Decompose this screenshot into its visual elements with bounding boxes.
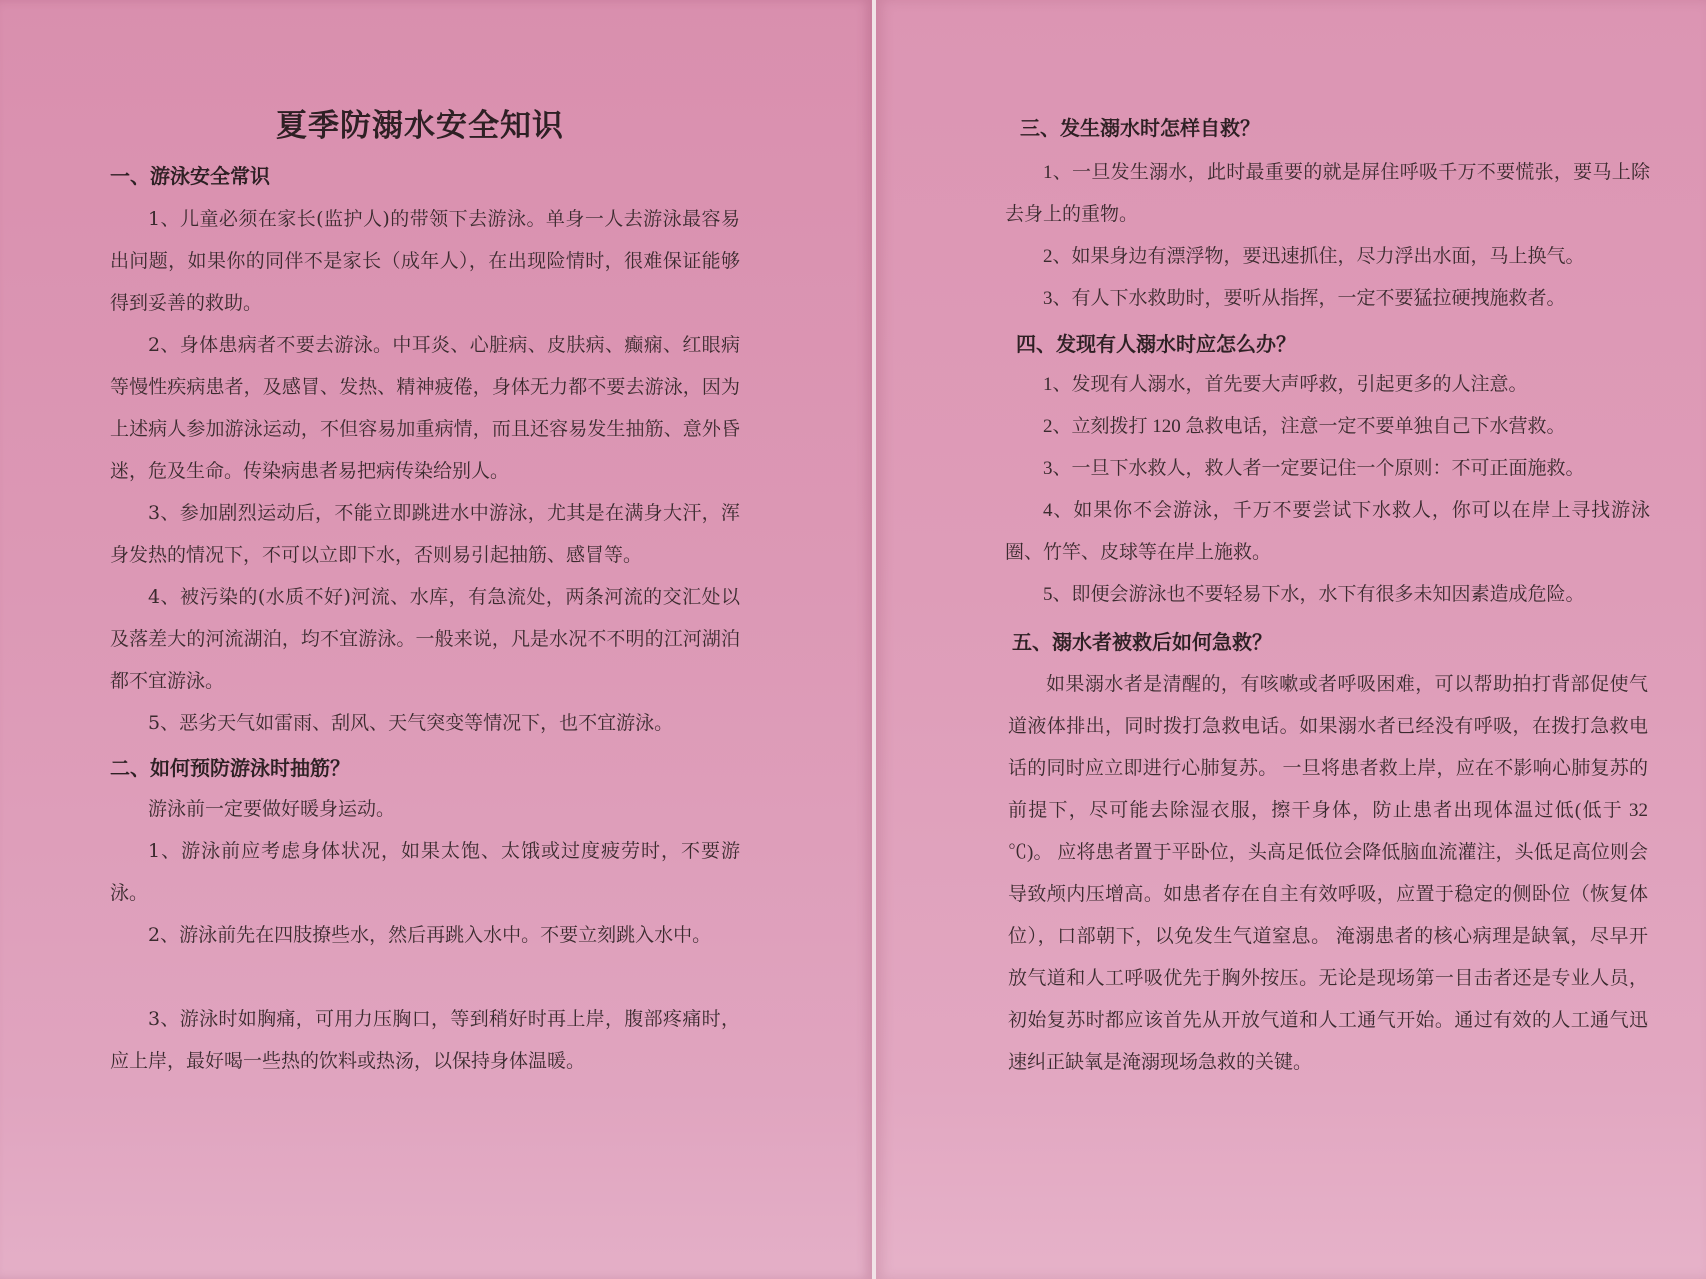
section-1-item-3: 3、参加剧烈运动后，不能立即跳进水中游泳，尤其是在满身大汗，浑身发热的情况下，不可以立即下水，否则易引起抽筋、感冒等。: [110, 502, 740, 566]
section-2-heading: 二、如何预防游泳时抽筋？: [110, 756, 350, 780]
section-3-item-3: 3、有人下水救助时，要听从指挥，一定不要猛拉硬拽施救者。: [1043, 288, 1566, 309]
section-3-item-2: 2、如果身边有漂浮物，要迅速抓住，尽力浮出水面，马上换气。: [1043, 246, 1585, 267]
section-1-item-2: 2、身体患病者不要去游泳。中耳炎、心脏病、皮肤病、癫痫、红眼病等慢性疾病患者，及感冒、发热、精神疲倦，身体无力都不要去游泳，因为上述病人参加游泳运动，不但容易加重病情，而且还容易发生抽筋、意外昏迷，危及生命。传染病患者易把病传染给别人。: [110, 334, 740, 482]
section-5-heading: 五、溺水者被救后如何急救？: [1012, 632, 1272, 654]
section-4-item-5: 5、即便会游泳也不要轻易下水，水下有很多未知因素造成危险。: [1043, 584, 1585, 605]
section-4-item-4: 4、如果你不会游泳，千万不要尝试下水救人，你可以在岸上寻找游泳圈、竹竿、皮球等在岸上施救。: [1005, 500, 1650, 563]
section-5-body: 如果溺水者是清醒的，有咳嗽或者呼吸困难，可以帮助拍打背部促使气道液体排出，同时拨打急救电话。如果溺水者已经没有呼吸，在拨打急救电话的同时应立即进行心肺复苏。 一旦将患者救上岸，应在不影响心肺复苏的前提下，尽可能去除湿衣服，擦干身体，防止患者出现体温过低(低于 32 ℃)。 应将患者置于平卧位，头高足低位会降低脑血流灌注，头低足高位则会导致颅内压增高。如患者存在自主有效呼吸，应置于稳定的侧卧位（恢复体位），口部朝下，以免发生气道窒息。 淹溺患者的核心病理是缺氧，尽早开放气道和人工呼吸优先于胸外按压。无论是现场第一目击者还是专业人员，初始复苏时都应该首先从开放气道和人工通气开始。通过有效的人工通气迅速纠正缺氧是淹溺现场急救的关键。: [1008, 674, 1648, 1073]
section-4-heading: 四、发现有人溺水时应怎么办？: [1016, 334, 1296, 356]
section-3-item-1: 1、一旦发生溺水，此时最重要的就是屏住呼吸千万不要慌张，要马上除去身上的重物。: [1005, 162, 1650, 225]
section-4-item-2: 2、立刻拨打 120 急救电话，注意一定不要单独自己下水营救。: [1043, 416, 1566, 437]
section-3-heading: 三、发生溺水时怎样自救？: [1020, 118, 1260, 140]
section-1-heading: 一、游泳安全常识: [110, 164, 270, 188]
section-1-item-4: 4、被污染的(水质不好)河流、水库，有急流处，两条河流的交汇处以及落差大的河流湖泊，均不宜游泳。一般来说，凡是水况不不明的江河湖泊都不宜游泳。: [110, 586, 740, 692]
section-2-item-2: 2、游泳前先在四肢撩些水，然后再跳入水中。不要立刻跳入水中。: [148, 924, 712, 946]
section-1-item-1: 1、儿童必须在家长(监护人)的带领下去游泳。单身一人去游泳最容易出问题，如果你的同伴不是家长（成年人），在出现险情时，很难保证能够得到妥善的救助。: [110, 208, 740, 314]
section-2-item-1: 1、游泳前应考虑身体状况，如果太饱、太饿或过度疲劳时，不要游泳。: [110, 840, 740, 904]
section-4-item-1: 1、发现有人溺水，首先要大声呼救，引起更多的人注意。: [1043, 374, 1528, 395]
section-4-item-3: 3、一旦下水救人，救人者一定要记住一个原则：不可正面施救。: [1043, 458, 1585, 479]
section-1-item-5: 5、恶劣天气如雷雨、刮风、天气突变等情况下，也不宜游泳。: [148, 712, 674, 734]
section-2-intro: 游泳前一定要做好暖身运动。: [148, 798, 396, 820]
section-2-item-3: 3、游泳时如胸痛，可用力压胸口，等到稍好时再上岸，腹部疼痛时，应上岸，最好喝一些热的饮料或热汤，以保持身体温暖。: [110, 1008, 740, 1072]
document-title: 夏季防溺水安全知识: [276, 108, 564, 144]
